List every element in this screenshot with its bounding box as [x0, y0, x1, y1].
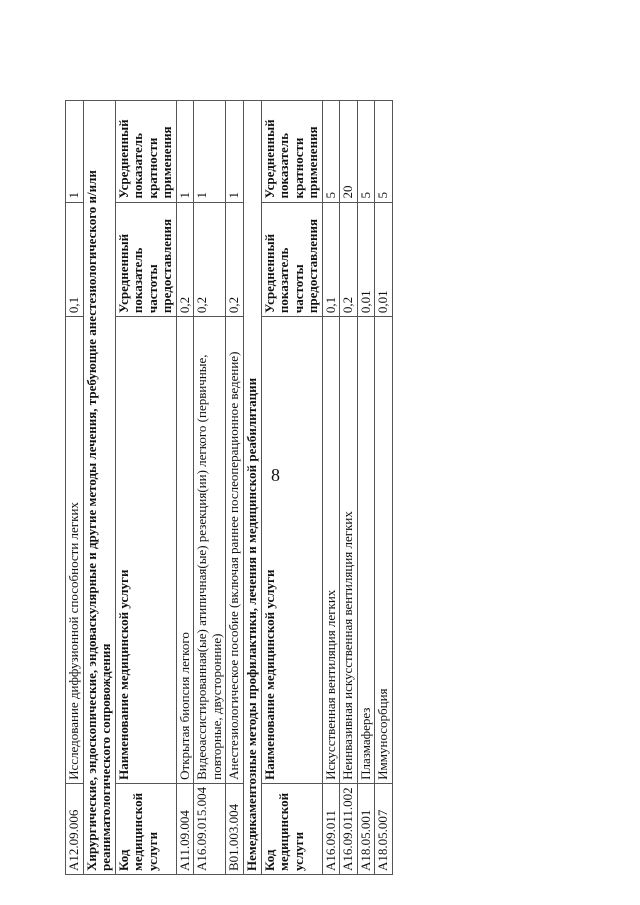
table-row: [357, 101, 375, 875]
header-mult: Усредненный показатель кратности применения: [115, 101, 176, 203]
header-code: Код медицинской услуги: [261, 783, 322, 874]
cell-freq: 0,01: [357, 202, 375, 317]
cell-code: A18.05.001: [357, 783, 375, 874]
cell-name: Анестезиологическое пособие (включая раннее послеоперационное ведение): [226, 317, 244, 784]
cell-code: A16.09.011: [322, 783, 340, 874]
cell-name: Исследование диффузионной способности легких: [66, 317, 84, 784]
cell-name: Видеоассистированная(ые) атипичная(ые) резекция(ии) легкого (первичные, повторные, двусторонние): [194, 317, 226, 784]
table-row: [66, 101, 84, 875]
cell-name: Открытая биопсия легкого: [176, 317, 194, 784]
cell-mult: 20: [340, 101, 358, 203]
cell-freq: 0,1: [322, 202, 340, 317]
section-title-row: [83, 101, 115, 875]
page-number: 8: [271, 465, 280, 485]
header-name: Наименование медицинской услуги: [261, 317, 322, 784]
cell-name: Иммуносорбция: [375, 317, 393, 784]
header-freq: Усредненный показатель частоты предоставления: [115, 202, 176, 317]
cell-mult: 1: [66, 101, 84, 203]
header-code: Код медицинской услуги: [115, 783, 176, 874]
cell-code: A16.09.011.002: [340, 783, 358, 874]
table-row: [176, 101, 194, 875]
cell-code: B01.003.004: [226, 783, 244, 874]
table-row: [226, 101, 244, 875]
cell-code: A12.09.006: [66, 783, 84, 874]
table-row: [340, 101, 358, 875]
header-mult: Усредненный показатель кратности применения: [261, 101, 322, 203]
table-row: [194, 101, 226, 875]
section-title: Хирургические, эндоскопические, эндоваскулярные и другие методы лечения, требующие анестезиологического и/или реаниматологического сопровождения: [83, 101, 115, 875]
cell-mult: 5: [357, 101, 375, 203]
section-title: Немедикаментозные методы профилактики, лечения и медицинской реабилитации: [244, 101, 262, 875]
cell-freq: 0,2: [194, 202, 226, 317]
section-title-row: [244, 101, 262, 875]
cell-freq: 0,2: [176, 202, 194, 317]
table-row: [322, 101, 340, 875]
cell-freq: 0,01: [375, 202, 393, 317]
cell-code: A16.09.015.004: [194, 783, 226, 874]
header-row: [115, 101, 176, 875]
cell-mult: 5: [322, 101, 340, 203]
cell-freq: 0,1: [66, 202, 84, 317]
cell-mult: 1: [226, 101, 244, 203]
header-name: Наименование медицинской услуги: [115, 317, 176, 784]
cell-mult: 1: [176, 101, 194, 203]
cell-code: A18.05.007: [375, 783, 393, 874]
cell-mult: 1: [194, 101, 226, 203]
header-row: [261, 101, 322, 875]
cell-name: Искусственная вентиляция легких: [322, 317, 340, 784]
cell-mult: 5: [375, 101, 393, 203]
services-table: [65, 100, 393, 875]
table-row: [375, 101, 393, 875]
header-freq: Усредненный показатель частоты предоставления: [261, 202, 322, 317]
cell-freq: 0,2: [340, 202, 358, 317]
cell-code: A11.09.004: [176, 783, 194, 874]
cell-freq: 0,2: [226, 202, 244, 317]
cell-name: Плазмаферез: [357, 317, 375, 784]
cell-name: Неинвазивная искусственная вентиляция легких: [340, 317, 358, 784]
